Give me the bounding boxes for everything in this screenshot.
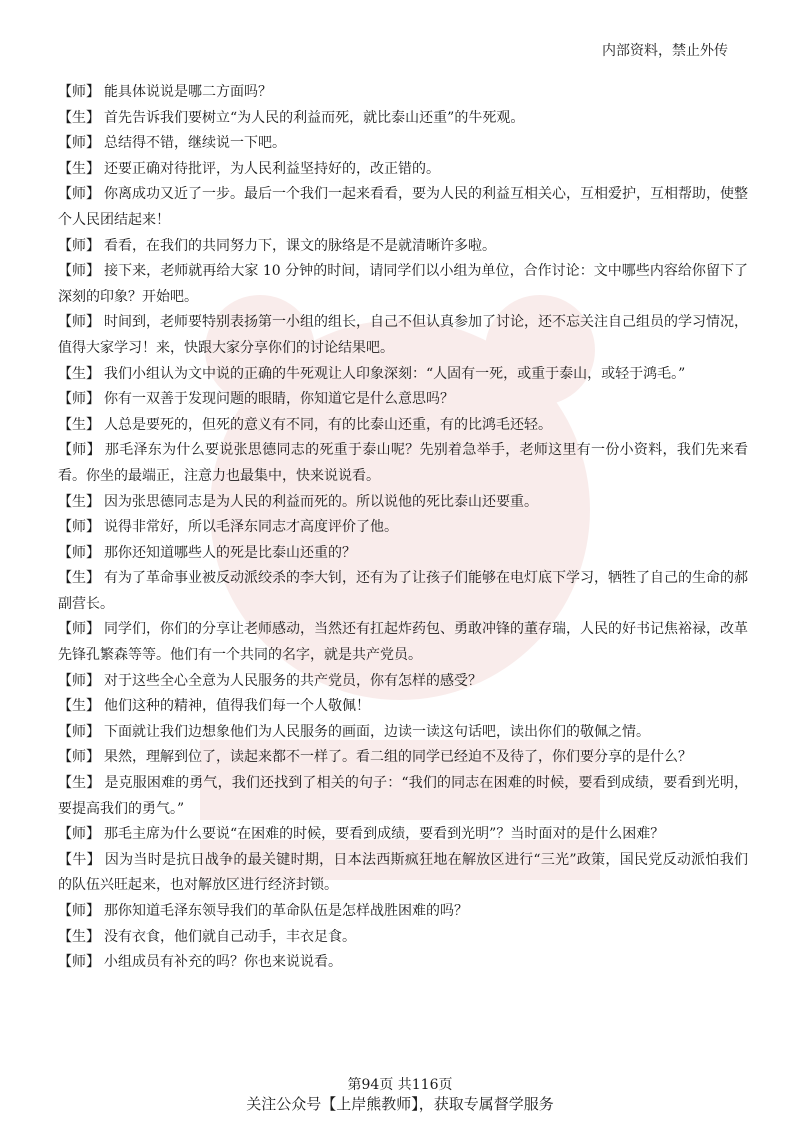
speaker-tag: 【师】 xyxy=(58,263,101,280)
speaker-tag: 【生】 xyxy=(58,416,100,433)
dialogue-line xyxy=(58,131,748,157)
dialogue-line xyxy=(58,413,748,439)
dialogue-line xyxy=(58,669,748,695)
speaker-tag: 【师】 xyxy=(58,314,100,331)
dialogue-text: 有为了革命事业被反动派绞杀的李大钊，还有为了让孩子们能够在电灯底下学习，牺牲了自己的生命的郝副营长。 xyxy=(58,570,748,612)
speaker-tag: 【师】 xyxy=(58,237,100,254)
dialogue-line xyxy=(58,106,748,132)
dialogue-line xyxy=(58,259,748,310)
dialogue-text: 那毛主席为什么要说“在困难的时候，要看到成绩，要看到光明”？当时面对的是什么困难？ xyxy=(104,826,665,843)
dialogue-line xyxy=(58,822,748,848)
speaker-tag: 【生】 xyxy=(58,928,100,945)
confidential-notice: 内部资料，禁止外传 xyxy=(602,43,728,59)
speaker-tag: 【生】 xyxy=(58,570,100,587)
speaker-tag: 【生】 xyxy=(58,493,100,510)
page-number: 第94页 共116页 xyxy=(347,1077,453,1093)
dialogue-line xyxy=(58,182,748,233)
dialogue-text: 接下来，老师就再给大家 10 分钟的时间，请同学们以小组为单位，合作讨论：文中哪些内容给你留下了深刻的印象？开始吧。 xyxy=(58,263,749,305)
dialogue-line xyxy=(58,617,748,668)
dialogue-line xyxy=(58,541,748,567)
dialogue-text: 那你还知道哪些人的死是比泰山还重的？ xyxy=(104,544,356,561)
dialogue-line xyxy=(58,157,748,183)
speaker-tag: 【生】 xyxy=(58,365,100,382)
dialogue-text: 首先告诉我们要树立“为人民的利益而死，就比泰山还重”的牛死观。 xyxy=(104,109,525,126)
dialogue-text: 没有衣食，他们就自己动手，丰衣足食。 xyxy=(104,928,356,945)
dialogue-line xyxy=(58,745,748,771)
speaker-tag: 【师】 xyxy=(58,544,100,561)
speaker-tag: 【师】 xyxy=(58,749,100,766)
dialogue-text: 小组成员有补充的吗？你也来说说看。 xyxy=(104,954,342,971)
dialogue-line xyxy=(58,848,748,899)
dialogue-text: 还要正确对待批评，为人民利益坚持好的，改正错的。 xyxy=(104,160,440,177)
dialogue-text: 同学们，你们的分享让老师感动，当然还有扛起炸药包、勇敢冲锋的董存瑞，人民的好书记焦裕禄，改革先锋孔繁森等等。他们有一个共同的名字，就是共产党员。 xyxy=(58,621,748,664)
dialogue-text: 他们这种的精神，值得我们每一个人敬佩！ xyxy=(104,698,370,715)
lesson-transcript xyxy=(58,80,748,976)
dialogue-line xyxy=(58,438,748,489)
dialogue-text: 你有一双善于发现问题的眼睛，你知道它是什么意思吗？ xyxy=(104,391,454,408)
dialogue-text: 那毛泽东为什么要说张思德同志的死重于泰山呢？先别着急举手，老师这里有一份小资料，我们先来看看。你坐的最端正，注意力也最集中，快来说说看。 xyxy=(58,442,749,484)
speaker-tag: 【师】 xyxy=(58,186,100,203)
speaker-tag: 【师】 xyxy=(58,84,100,100)
dialogue-text: 对于这些全心全意为人民服务的共产党员，你有怎样的感受？ xyxy=(104,672,482,689)
speaker-tag: 【生】 xyxy=(58,698,100,715)
dialogue-text: 果然，理解到位了，读起来都不一样了。看二组的同学已经迫不及待了，你们要分享的是什么？ xyxy=(104,749,692,766)
dialogue-text: 时间到，老师要特别表扬第一小组的组长，自己不但认真参加了讨论，还不忘关注自己组员的学习情况，值得大家学习！来，快跟大家分享你们的讨论结果吧。 xyxy=(58,314,748,356)
dialogue-line xyxy=(58,362,748,388)
dialogue-line xyxy=(58,950,748,976)
dialogue-line xyxy=(58,310,748,361)
dialogue-text: 你离成功又近了一步。最后一个我们一起来看看，要为人民的利益互相关心，互相爱护，互相帮助，使整个人民团结起来！ xyxy=(58,186,748,228)
dialogue-line xyxy=(58,694,748,720)
speaker-tag: 【师】 xyxy=(58,391,100,408)
dialogue-line xyxy=(58,720,748,746)
dialogue-text: 下面就让我们边想象他们为人民服务的画面，边读一读这句话吧，读出你们的敬佩之情。 xyxy=(104,723,650,740)
dialogue-text: 因为当时是抗日战争的最关键时期，日本法西斯疯狂地在解放区进行“三光”政策，国民党反动派怕我们的队伍兴旺起来，也对解放区进行经济封锁。 xyxy=(58,851,749,894)
speaker-tag: 【师】 xyxy=(58,826,100,843)
dialogue-line xyxy=(58,771,748,822)
dialogue-text: 能具体说说是哪二方面吗？ xyxy=(104,84,272,100)
speaker-tag: 【师】 xyxy=(58,672,100,689)
dialogue-text: 总结得不错，继续说一下吧。 xyxy=(104,135,286,152)
speaker-tag: 【师】 xyxy=(58,135,100,152)
promo-text: 关注公众号【上岸熊教师】，获取专属督学服务 xyxy=(246,1095,554,1113)
speaker-tag: 【师】 xyxy=(58,723,100,740)
dialogue-text: 人总是要死的，但死的意义有不同，有的比泰山还重，有的比鸿毛还轻。 xyxy=(104,416,552,433)
speaker-tag: 【生】 xyxy=(58,160,100,177)
dialogue-line xyxy=(58,490,748,516)
speaker-tag: 【牛】 xyxy=(58,851,101,868)
dialogue-text: 那你知道毛泽东领导我们的革命队伍是怎样战胜困难的吗？ xyxy=(104,903,468,919)
dialogue-line xyxy=(58,234,748,260)
dialogue-line xyxy=(58,80,748,106)
dialogue-text: 说得非常好，所以毛泽东同志才高度评价了他。 xyxy=(104,519,398,536)
speaker-tag: 【生】 xyxy=(58,775,101,792)
dialogue-line xyxy=(58,899,748,925)
dialogue-text: 因为张思德同志是为人民的利益而死的。所以说他的死比泰山还要重。 xyxy=(104,493,538,510)
dialogue-text: 看看，在我们的共同努力下，课文的脉络是不是就清晰许多啦。 xyxy=(104,237,496,254)
speaker-tag: 【师】 xyxy=(58,442,101,459)
dialogue-text: 是克服困难的勇气，我们还找到了相关的句子：“我们的同志在困难的时候，要看到成绩，要看到光明，要提高我们的勇气。” xyxy=(58,775,749,817)
dialogue-line xyxy=(58,566,748,617)
dialogue-line xyxy=(58,515,748,541)
speaker-tag: 【生】 xyxy=(58,109,100,126)
dialogue-text: 我们小组认为文中说的正确的牛死观让人印象深刻：“人固有一死，或重于泰山，或轻于鸿毛。” xyxy=(104,365,686,382)
dialogue-line xyxy=(58,387,748,413)
speaker-tag: 【师】 xyxy=(58,519,100,536)
speaker-tag: 【师】 xyxy=(58,621,100,638)
dialogue-line xyxy=(58,925,748,951)
speaker-tag: 【师】 xyxy=(58,954,100,971)
speaker-tag: 【师】 xyxy=(58,903,100,919)
